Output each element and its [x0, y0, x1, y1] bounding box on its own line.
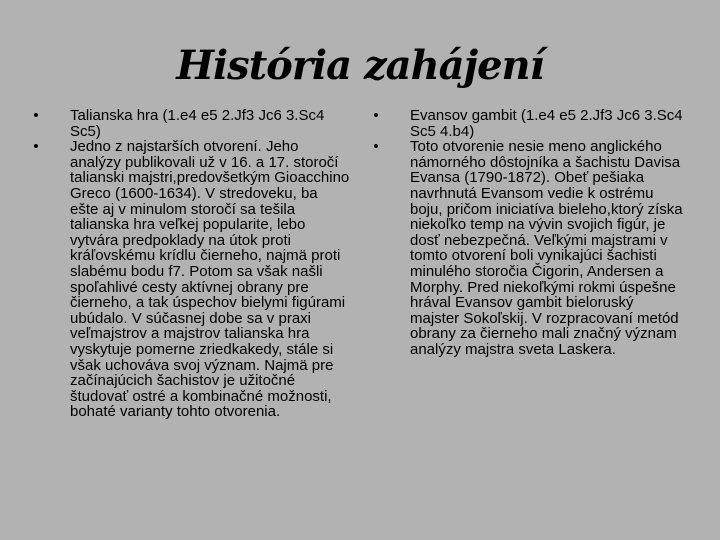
list-item — [370, 139, 685, 357]
right-column — [370, 108, 685, 358]
slide-title: História zahájení — [176, 42, 544, 89]
left-column — [30, 108, 350, 420]
bullet-marker: • — [373, 138, 379, 156]
bullet-marker: • — [33, 138, 39, 156]
list-item — [30, 108, 350, 139]
list-item-text: Toto otvorenie nesie meno anglického námorného dôstojníka a šachistu Davisa Evansa (1790-1872). Obeť pešiaka navrhnutá Evansom vedie k ostrému boju, pričom iniciatíva bieleho,ktorý získa niekoľko temp na vývin svojich figúr, je dosť nebezpečná. Veľkými majstrami v tomto otvorení boli vynikajúci šachisti minulého storočia Čigorin, Andersen a Morphy. Pred niekoľkými rokmi úspešne hrával Evansov gambit bieloruský majster Sokoľskij. V rozpracovaní metód obrany za čierneho mali značný význam analýzy majstra sveta Laskera. — [410, 138, 683, 358]
list-item — [30, 139, 350, 420]
list-item-text: Jedno z najstarších otvorení. Jeho analýzy publikovali už v 16. a 17. storočí talianski majstri,predovšetkým Gioacchino Greco (1600-1634). V stredoveku, ba ešte aj v minulom storočí sa tešila talianska hra veľkej popularite, lebo vytvára predpoklady na útok proti kráľovskému krídlu čierneho, najmä proti slabému bodu f7. Potom sa však našli spoľahlivé cesty aktívnej obrany pre čierneho, a tak úspechov bielymi figúrami ubúdalo. V súčasnej dobe sa v praxi veľmajstrov a majstrov talianska hra vyskytuje pomerne zriedkakedy, stále si však uchováva svoj význam. Najmä pre začínajúcich šachistov je užitočné študovať ostré a kombinačné možnosti, bohaté varianty tohto otvorenia. — [70, 138, 350, 421]
list-item-text: Talianska hra (1.e4 e5 2.Jf3 Jc6 3.Sc4 Sc5) — [70, 107, 325, 140]
bullet-marker: • — [373, 107, 379, 124]
list-item-text: Evansov gambit (1.e4 e5 2.Jf3 Jc6 3.Sc4 Sc5 4.b4) — [410, 107, 683, 140]
list-item — [370, 108, 685, 139]
bullet-marker: • — [33, 107, 39, 124]
